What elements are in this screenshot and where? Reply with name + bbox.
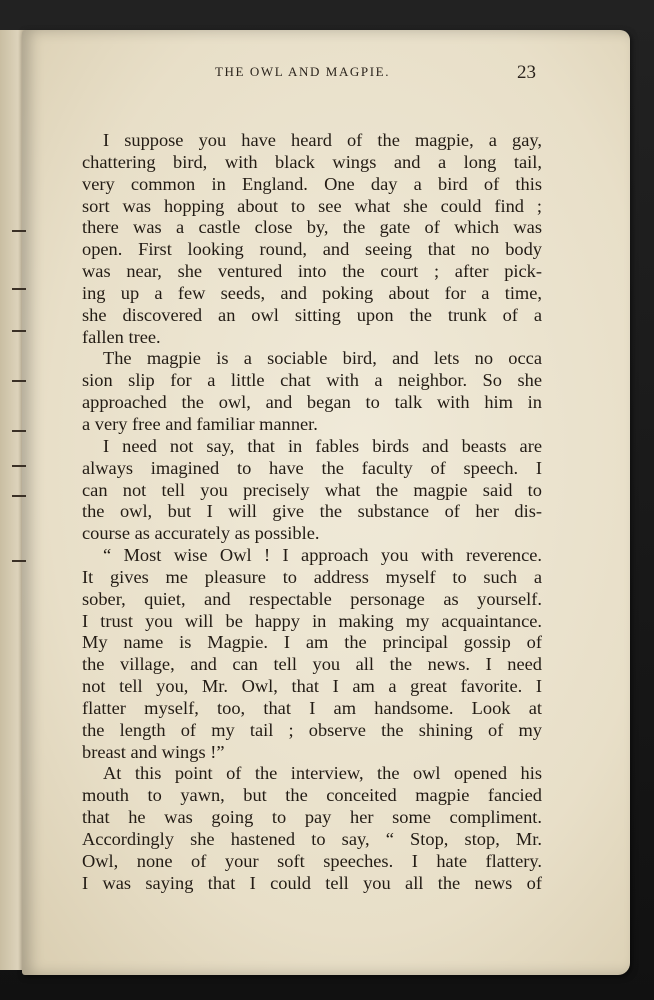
stitch-mark	[12, 465, 26, 467]
text-line: the village, and can tell you all the news. I need	[82, 654, 542, 675]
text-line: mouth to yawn, but the conceited magpie fancied	[82, 785, 542, 806]
text-line: chattering bird, with black wings and a long tail,	[82, 151, 542, 172]
text-line: can not tell you precisely what the magpie said to	[82, 479, 542, 500]
text-line: breast and wings !”	[82, 741, 225, 762]
text-line: there was a castle close by, the gate of which was	[82, 217, 542, 238]
text-line: the owl, but I will give the substance of her dis-	[82, 501, 542, 522]
text-line: I need not say, that in fables birds and beasts are	[103, 435, 542, 456]
text-line: At this point of the interview, the owl opened his	[103, 763, 542, 784]
text-line: she discovered an owl sitting upon the trunk of a	[82, 304, 542, 325]
text-line: the length of my tail ; observe the shining of my	[82, 719, 542, 740]
text-line: flatter myself, too, that I am handsome. Look at	[82, 697, 542, 718]
stitch-mark	[12, 430, 26, 432]
text-line: “ Most wise Owl ! I approach you with reverence.	[103, 545, 542, 566]
text-line: approached the owl, and began to talk with him in	[82, 392, 542, 413]
text-line: always imagined to have the faculty of speech. I	[82, 457, 542, 478]
text-line: course as accurately as possible.	[82, 523, 320, 544]
text-line: I was saying that I could tell you all the news of	[82, 872, 542, 893]
stitch-mark	[12, 560, 26, 562]
text-line: My name is Magpie. I am the principal gossip of	[82, 632, 542, 653]
text-line: Owl, none of your soft speeches. I hate flattery.	[82, 850, 542, 871]
stitch-mark	[12, 288, 26, 290]
text-line: ing up a few seeds, and poking about for a time,	[82, 282, 542, 303]
body-text	[82, 130, 542, 895]
text-line: I trust you will be happy in making my acquaintance.	[82, 610, 542, 631]
text-line: The magpie is a sociable bird, and lets no occa	[103, 348, 542, 369]
text-line: sion slip for a little chat with a neighbor. So she	[82, 370, 542, 391]
text-line: sober, quiet, and respectable personage as yourself.	[82, 588, 542, 609]
text-line: that he was going to pay her some compliment.	[82, 807, 542, 828]
text-line: open. First looking round, and seeing that no body	[82, 239, 542, 260]
running-head: THE OWL AND MAGPIE.	[215, 64, 391, 79]
stitch-mark	[12, 495, 26, 497]
text-line: fallen tree.	[82, 326, 161, 347]
text-line: Accordingly she hastened to say, “ Stop, stop, Mr.	[82, 829, 542, 849]
text-line: It gives me pleasure to address myself to such a	[82, 566, 542, 587]
text-line: not tell you, Mr. Owl, that I am a great favorite. I	[82, 676, 542, 697]
stitch-mark	[12, 330, 26, 332]
binding-stitches	[0, 0, 40, 1000]
text-line: a very free and familiar manner.	[82, 413, 318, 434]
page-number: 23	[517, 62, 536, 83]
stitch-mark	[12, 380, 26, 382]
text-line: very common in England. One day a bird of this	[82, 173, 542, 194]
text-line: I suppose you have heard of the magpie, a gay,	[103, 130, 542, 150]
stitch-mark	[12, 230, 26, 232]
text-line: sort was hopping about to see what she could find ;	[82, 195, 542, 216]
text-line: was near, she ventured into the court ; after pick-	[82, 261, 542, 282]
page-header	[0, 62, 654, 86]
